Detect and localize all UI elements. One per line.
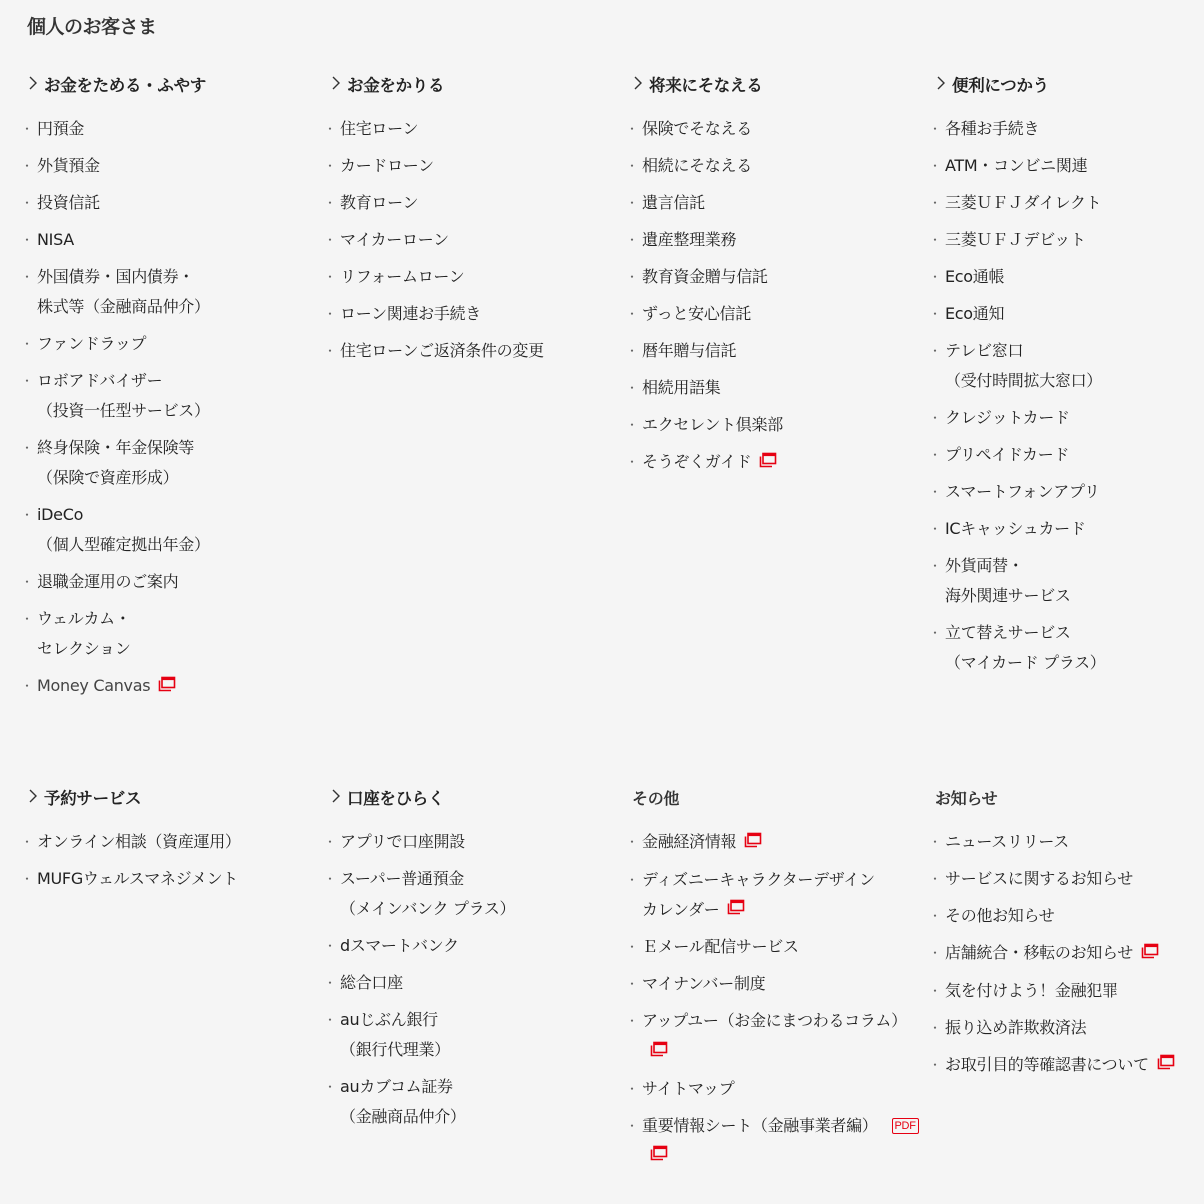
nav-link[interactable] [37, 334, 146, 353]
link-label: クレジットカード [945, 408, 1070, 427]
nav-link[interactable] [642, 230, 736, 249]
list-item [632, 225, 922, 255]
link-label-line2: （銀行代理業） [340, 1040, 450, 1059]
link-label-line2: カレンダー [642, 899, 720, 919]
nav-link[interactable] [945, 156, 1087, 175]
link-label: マイカーローン [340, 230, 449, 249]
link-label: サイトマップ [642, 1078, 735, 1098]
link-label: エクセレント倶楽部 [642, 415, 783, 434]
link-label: NISA [37, 230, 74, 249]
nav-link[interactable] [642, 156, 752, 175]
list-item [330, 968, 620, 998]
chevron-right-icon [632, 74, 647, 94]
link-label: 店舗統合・移転のお知らせ [945, 943, 1133, 962]
nav-link[interactable] [37, 230, 74, 249]
list-item [935, 114, 1204, 144]
list-item [935, 976, 1204, 1006]
link-label: Money Canvas [37, 676, 151, 695]
link-label: 投資信託 [37, 193, 100, 212]
nav-link[interactable] [37, 371, 210, 420]
link-label-line2: （メインバンク プラス） [340, 899, 516, 918]
list-item [632, 1074, 922, 1104]
link-label: 教育ローン [340, 193, 419, 212]
nav-link[interactable] [340, 973, 403, 992]
link-label: 退職金運用のご案内 [37, 572, 179, 591]
link-label-line2: （個人型確定拠出年金） [37, 535, 210, 554]
nav-link[interactable] [642, 870, 875, 919]
nav-link[interactable] [945, 119, 1039, 138]
nav-link[interactable] [642, 415, 783, 434]
link-label-line2: （受付時間拡大窓口） [945, 371, 1103, 390]
link-label: マイナンバー制度 [642, 974, 766, 993]
nav-link[interactable] [340, 119, 418, 138]
nav-link[interactable] [945, 943, 1159, 962]
nav-link[interactable] [945, 445, 1069, 464]
link-label: ずっと安心信託 [642, 304, 751, 323]
chevron-right-icon [330, 74, 345, 94]
link-label: そうぞくガイド [642, 452, 752, 471]
nav-link[interactable] [37, 156, 100, 175]
link-label: ICキャッシュカード [945, 519, 1086, 538]
list-item [935, 827, 1204, 857]
nav-link[interactable] [945, 1055, 1175, 1074]
nav-link[interactable] [642, 341, 736, 360]
list-item [935, 901, 1204, 931]
list-item [632, 336, 922, 366]
link-label: ウェルカム・ [37, 609, 131, 628]
external-window-icon [650, 1141, 668, 1171]
link-label: オンライン相談（資産運用） [37, 832, 241, 851]
link-label: アプリで口座開設 [340, 832, 465, 851]
nav-link[interactable] [642, 1079, 734, 1098]
link-list [330, 114, 620, 366]
section-title: 便利につかう [952, 76, 1049, 95]
link-label: 保険でそなえる [642, 119, 752, 138]
link-label: アップユー（お金にまつわるコラム） [642, 1011, 907, 1030]
nav-link[interactable] [642, 1116, 919, 1165]
nav-link[interactable] [642, 937, 799, 956]
list-item [27, 864, 317, 894]
external-window-icon [158, 672, 176, 702]
list-item [935, 225, 1204, 255]
nav-link[interactable] [37, 832, 241, 851]
list-item [27, 114, 317, 144]
nav-link[interactable] [945, 482, 1100, 501]
section-heading-save[interactable] [27, 70, 317, 98]
list-item [632, 410, 922, 440]
section-heading-news [935, 783, 1204, 811]
pdf-icon: PDF [892, 1118, 919, 1134]
section-borrow [330, 70, 620, 373]
link-label: iDeCo [37, 505, 84, 524]
list-item [27, 500, 317, 560]
nav-link[interactable] [340, 1010, 450, 1059]
link-label: 重要情報シート（金融事業者編） [642, 1115, 878, 1135]
list-item [330, 225, 620, 255]
section-heading-other [632, 783, 922, 811]
link-label: プリペイドカード [945, 445, 1070, 464]
link-label: スマートフォンアプリ [945, 482, 1100, 501]
link-label: Eco通知 [945, 304, 1005, 323]
nav-link[interactable] [37, 572, 178, 591]
list-item [935, 514, 1204, 544]
nav-link[interactable] [642, 378, 721, 397]
section-heading-convenient[interactable] [935, 70, 1204, 98]
link-label-line2: （投資一任型サービス） [37, 401, 210, 420]
nav-link[interactable] [340, 869, 515, 918]
list-item [27, 433, 317, 493]
link-label: Ｅメール配信サービス [642, 937, 799, 956]
list-item [330, 151, 620, 181]
link-label: 外国債券・国内債券・ [37, 267, 195, 286]
link-label: auカブコム証券 [340, 1077, 453, 1096]
link-label: カードローン [340, 156, 434, 175]
link-label: dスマートバンク [340, 936, 459, 955]
list-item [935, 262, 1204, 292]
list-item [935, 188, 1204, 218]
list-item [27, 366, 317, 426]
link-label: 三菱ＵＦＪダイレクト [945, 193, 1102, 212]
nav-link[interactable] [340, 304, 481, 323]
nav-link[interactable] [945, 1018, 1086, 1037]
nav-link[interactable] [340, 193, 418, 212]
list-item [935, 440, 1204, 470]
list-item [935, 477, 1204, 507]
link-label-line2: （マイカード プラス） [945, 653, 1106, 672]
section-title: 予約サービス [44, 789, 142, 808]
link-list [27, 114, 317, 702]
nav-link[interactable] [340, 1077, 466, 1126]
nav-link[interactable] [37, 676, 176, 695]
link-label: ニュースリリース [945, 832, 1070, 851]
nav-link[interactable] [37, 609, 131, 658]
nav-link[interactable] [945, 408, 1070, 427]
section-account [330, 783, 620, 1139]
nav-link[interactable] [642, 974, 765, 993]
link-label: 教育資金贈与信託 [642, 267, 768, 286]
list-item [935, 1050, 1204, 1081]
list-item [27, 671, 317, 702]
list-item [632, 151, 922, 181]
link-label: 終身保険・年金保険等 [37, 438, 195, 457]
list-item [632, 447, 922, 478]
list-item [935, 403, 1204, 433]
nav-link[interactable] [945, 230, 1086, 249]
link-label: 各種お手続き [945, 119, 1040, 138]
link-label: テレビ窓口 [945, 341, 1024, 360]
list-item [632, 969, 922, 999]
link-label: ディズニーキャラクターデザイン [642, 869, 875, 889]
list-item [935, 864, 1204, 894]
link-label: 遺言信託 [642, 193, 705, 212]
external-window-icon [759, 448, 777, 478]
chevron-right-icon [935, 74, 950, 94]
link-label: リフォームローン [340, 267, 465, 286]
link-label: 総合口座 [340, 973, 403, 992]
nav-link[interactable] [945, 193, 1101, 212]
link-label: 住宅ローンご返済条件の変更 [340, 341, 544, 360]
link-list [632, 827, 922, 1171]
link-label: 相続にそなえる [642, 156, 752, 175]
link-label: その他お知らせ [945, 906, 1055, 925]
list-item [27, 188, 317, 218]
list-item [632, 1006, 922, 1067]
chevron-right-icon [27, 74, 42, 94]
nav-link[interactable] [642, 119, 752, 138]
section-save [27, 70, 317, 709]
link-label: ロボアドバイザー [37, 371, 163, 390]
section-title: お金をかりる [347, 76, 445, 95]
nav-link[interactable] [945, 341, 1102, 390]
external-window-icon [1141, 939, 1159, 969]
section-title: 将来にそなえる [649, 76, 763, 95]
nav-link[interactable] [642, 304, 751, 323]
nav-link[interactable] [340, 936, 459, 955]
list-item [632, 932, 922, 962]
nav-link[interactable] [642, 193, 705, 212]
section-future [632, 70, 922, 485]
list-item [330, 1005, 620, 1065]
nav-link[interactable] [340, 267, 464, 286]
list-item [330, 864, 620, 924]
section-title: お金をためる・ふやす [44, 76, 207, 95]
section-heading-future[interactable] [632, 70, 922, 98]
list-item [935, 1013, 1204, 1043]
section-reserve [27, 783, 317, 901]
section-heading-account[interactable] [330, 783, 620, 811]
section-title: 口座をひらく [347, 789, 445, 808]
list-item [935, 151, 1204, 181]
nav-link[interactable] [945, 556, 1071, 605]
chevron-right-icon [330, 787, 345, 807]
nav-link[interactable] [945, 906, 1054, 925]
link-label-line2: （保険で資産形成） [37, 468, 179, 487]
link-label: 振り込め詐欺救済法 [945, 1017, 1087, 1037]
link-label: ローン関連お手続き [340, 304, 481, 323]
list-item [632, 865, 922, 926]
section-other [632, 783, 922, 1178]
list-item [632, 373, 922, 403]
link-label: 立て替えサービス [945, 623, 1071, 642]
list-item [330, 827, 620, 857]
link-label: 相続用語集 [642, 378, 721, 397]
list-item [27, 827, 317, 857]
link-list [935, 827, 1204, 1080]
page-title: 個人のお客さま [27, 16, 157, 38]
link-label-line2: 株式等（金融商品仲介） [37, 297, 210, 316]
link-list [935, 114, 1204, 678]
list-item [330, 188, 620, 218]
nav-link[interactable] [37, 438, 194, 487]
list-item [632, 299, 922, 329]
external-window-icon [1157, 1050, 1175, 1080]
nav-link[interactable] [37, 193, 100, 212]
link-label: 遺産整理業務 [642, 230, 737, 249]
link-list [330, 827, 620, 1132]
list-item [27, 567, 317, 597]
list-item [27, 262, 317, 322]
link-label-line2: （金融商品仲介） [340, 1107, 466, 1126]
nav-link[interactable] [340, 230, 449, 249]
section-heading-borrow[interactable] [330, 70, 620, 98]
nav-link[interactable] [37, 505, 210, 554]
section-news [935, 783, 1204, 1087]
nav-link[interactable] [642, 1011, 907, 1060]
link-label: 暦年贈与信託 [642, 341, 737, 360]
nav-link[interactable] [340, 341, 544, 360]
nav-link[interactable] [945, 832, 1069, 851]
section-convenient [935, 70, 1204, 685]
list-item [935, 938, 1204, 969]
nav-link[interactable] [37, 267, 210, 316]
list-item [27, 151, 317, 181]
list-item [632, 827, 922, 858]
list-item [935, 299, 1204, 329]
nav-link[interactable] [642, 452, 777, 471]
link-list [27, 827, 317, 894]
list-item [330, 262, 620, 292]
nav-link[interactable] [642, 267, 768, 286]
nav-link[interactable] [37, 119, 84, 138]
link-label: サービスに関するお知らせ [945, 869, 1133, 888]
link-label: 住宅ローン [340, 119, 419, 138]
nav-link[interactable] [37, 869, 238, 888]
link-label: ファンドラップ [37, 334, 147, 353]
list-item [632, 262, 922, 292]
nav-link[interactable] [340, 832, 465, 851]
nav-link[interactable] [642, 832, 762, 851]
link-label: 三菱ＵＦＪデビット [945, 230, 1086, 249]
list-item [27, 604, 317, 664]
list-item [935, 618, 1204, 678]
external-window-icon [727, 895, 745, 925]
link-label: Eco通帳 [945, 267, 1005, 286]
external-window-icon [650, 1037, 668, 1067]
list-item [27, 329, 317, 359]
list-item [330, 1072, 620, 1132]
link-label: MUFGウェルスマネジメント [37, 869, 238, 888]
nav-link[interactable] [945, 267, 1004, 286]
nav-link[interactable] [945, 304, 1004, 323]
link-label: 外貨両替・ [945, 556, 1024, 575]
list-item [632, 1111, 922, 1172]
list-item [330, 299, 620, 329]
nav-link[interactable] [945, 869, 1133, 888]
list-item [632, 188, 922, 218]
section-heading-reserve[interactable] [27, 783, 317, 811]
list-item [935, 551, 1204, 611]
list-item [935, 336, 1204, 396]
nav-link[interactable] [945, 981, 1118, 1000]
link-label: 気を付けよう！金融犯罪 [945, 980, 1118, 1000]
nav-link[interactable] [945, 623, 1106, 672]
link-label: ATM・コンビニ関連 [945, 156, 1088, 175]
link-label: お取引目的等確認書について [945, 1054, 1149, 1074]
link-label: 金融経済情報 [642, 832, 737, 851]
link-label-line2: 海外関連サービス [945, 586, 1071, 605]
list-item [330, 931, 620, 961]
list-item [330, 336, 620, 366]
link-label: スーパー普通預金 [340, 869, 465, 888]
external-window-icon [744, 828, 762, 858]
chevron-right-icon [27, 787, 42, 807]
link-label-line2: セレクション [37, 639, 131, 658]
section-title: お知らせ [935, 788, 998, 808]
list-item [27, 225, 317, 255]
link-list [632, 114, 922, 478]
nav-link[interactable] [340, 156, 434, 175]
link-label: 円預金 [37, 119, 85, 138]
nav-link[interactable] [945, 519, 1086, 538]
link-label: auじぶん銀行 [340, 1010, 438, 1029]
list-item [330, 114, 620, 144]
section-title: その他 [632, 788, 680, 808]
list-item [632, 114, 922, 144]
link-label: 外貨預金 [37, 156, 100, 175]
